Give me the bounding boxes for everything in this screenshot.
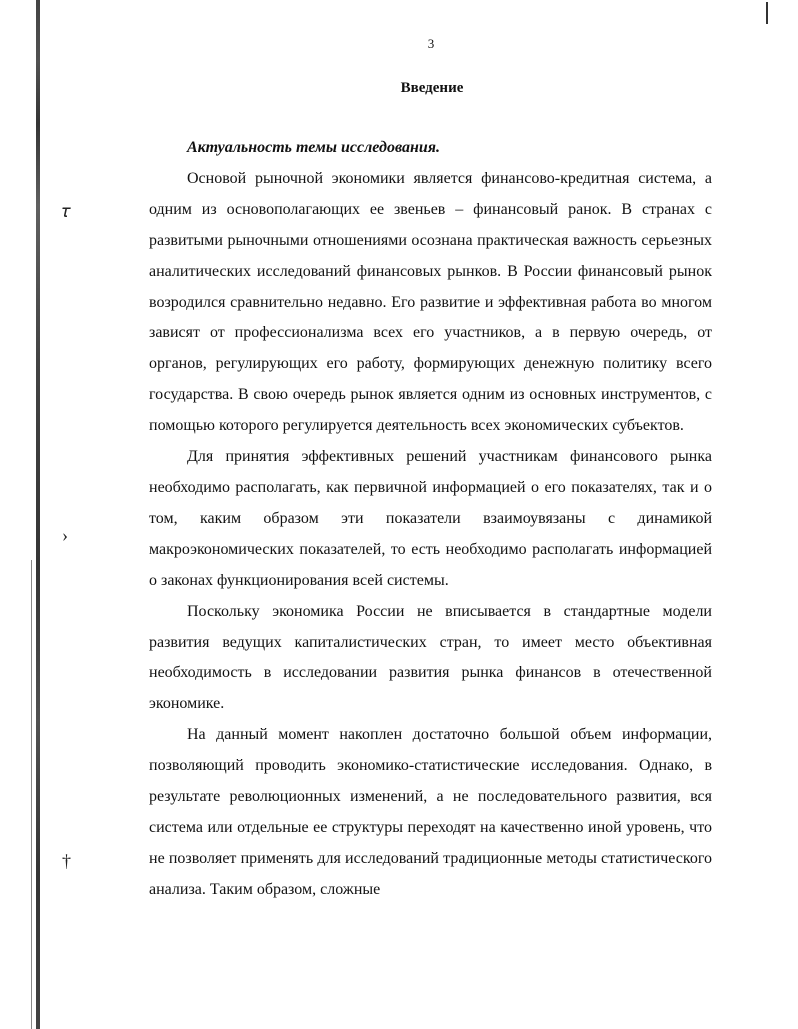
- scan-corner-artifact: [766, 2, 768, 24]
- page-heading: Введение: [400, 80, 464, 96]
- scan-edge-artifact: [36, 0, 40, 1029]
- page-number: 3: [427, 36, 435, 51]
- margin-scan-mark: 𝜏: [62, 201, 71, 221]
- margin-scan-mark: †: [62, 851, 71, 871]
- paragraph: Для принятия эффективных решений участникам финансового рынка необходимо располагать, как первичной информацией о его показателях, так и о том, каким образом эти показатели взаимоувязаны с динамикой макроэкономических показателей, то есть необходимо располагать информацией о законах функционирования всей системы.: [149, 448, 712, 589]
- section-subtitle: Актуальность темы исследования.: [187, 139, 440, 156]
- margin-scan-mark: ›: [62, 525, 68, 545]
- paragraph: На данный момент накоплен достаточно большой объем информации, позволяющий проводить экономико-статистические исследования. Однако, в результате революционных изменений, а не последовательного развития, вся система или отдельные ее структуры переходят на качественно иной уровень, что не позволяет применять для исследований традиционные методы статистического анализа. Таким образом, сложные: [149, 726, 712, 898]
- body-text: [149, 133, 712, 906]
- scan-edge-thin-artifact: [31, 560, 32, 1029]
- paragraph: Основой рыночной экономики является финансово-кредитная система, а одним из основополагающих ее звеньев – финансовый ранок. В странах с развитыми рыночными отношениями осознана практическая важность серьезных аналитических исследований финансовых рынков. В России финансовый рынок возродился сравнительно недавно. Его развитие и эффективная работа во многом зависят от профессионализма всех его участников, а в первую очередь, от органов, регулирующих его работу, формирующих денежную политику всего государства. В свою очередь рынок является одним из основных инструментов, с помощью которого регулируется деятельность всех экономических субъектов.: [149, 169, 712, 435]
- paragraph: Поскольку экономика России не вписывается в стандартные модели развития ведущих капиталистических стран, то имеет место объективная необходимость в исследовании развития рынка финансов в отечественной экономике.: [149, 602, 712, 713]
